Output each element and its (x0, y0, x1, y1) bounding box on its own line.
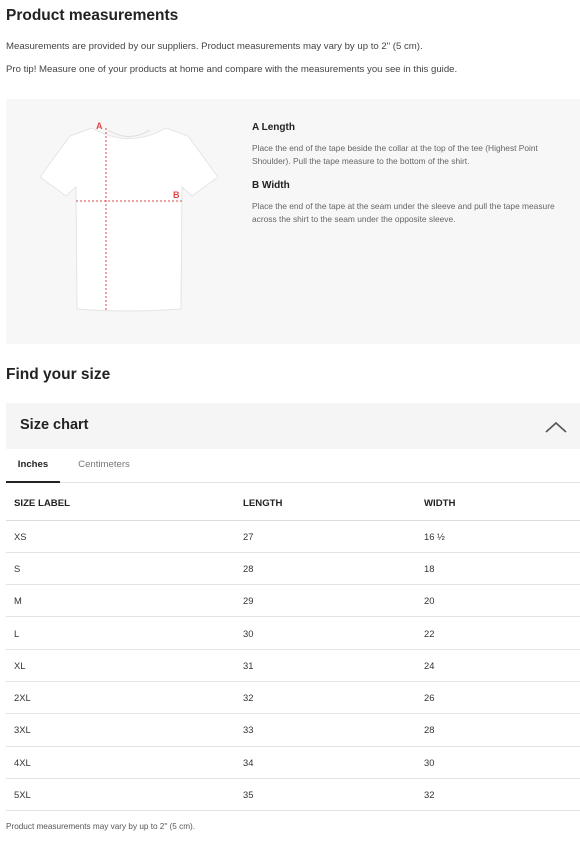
table-row (6, 714, 580, 746)
cell-size: 3XL (6, 714, 243, 746)
cell-length: 33 (243, 714, 424, 746)
cell-length: 27 (243, 520, 424, 552)
cell-size: XS (6, 520, 243, 552)
pro-tip-text: Pro tip! Measure one of your products at home and compare with the measurements you see in this guide. (6, 64, 458, 75)
cell-length: 34 (243, 746, 424, 778)
length-heading: A Length (252, 122, 295, 133)
cell-length: 29 (243, 585, 424, 617)
size-chart-toggle[interactable] (6, 403, 580, 449)
size-chart-title: Size chart (20, 417, 89, 433)
table-row (6, 552, 580, 584)
table-row (6, 585, 580, 617)
cell-width: 24 (424, 649, 580, 681)
unit-tabs (6, 452, 580, 483)
find-size-title: Find your size (6, 366, 111, 383)
length-description: Place the end of the tape beside the collar at the top of the tee (Highest Point Shoulder). Pull the tape measure to the bottom of the shirt. (252, 143, 538, 166)
measurement-guide-panel (6, 99, 580, 344)
cell-size: 4XL (6, 746, 243, 778)
column-header-width: WIDTH (424, 486, 580, 520)
cell-width: 20 (424, 585, 580, 617)
cell-size: XL (6, 649, 243, 681)
cell-size: 5XL (6, 778, 243, 810)
cell-size: L (6, 617, 243, 649)
intro-text: Measurements are provided by our suppliers. Product measurements may vary by up to 2" (5 cm). (6, 41, 423, 52)
table-row (6, 520, 580, 552)
table-row (6, 681, 580, 713)
size-table (6, 486, 580, 811)
cell-width: 16 ½ (424, 520, 580, 552)
table-row (6, 746, 580, 778)
label-b: B (173, 190, 180, 200)
width-heading: B Width (252, 180, 290, 191)
label-a: A (96, 121, 103, 131)
width-description: Place the end of the tape at the seam under the sleeve and pull the tape measure across the shirt to the seam under the opposite sleeve. (252, 201, 555, 224)
cell-width: 32 (424, 778, 580, 810)
table-row (6, 778, 580, 810)
cell-length: 28 (243, 552, 424, 584)
table-header-row (6, 486, 580, 520)
column-header-size-label: SIZE LABEL (6, 486, 243, 520)
cell-width: 22 (424, 617, 580, 649)
column-header-length: LENGTH (243, 486, 424, 520)
cell-length: 30 (243, 617, 424, 649)
cell-width: 26 (424, 681, 580, 713)
cell-size: 2XL (6, 681, 243, 713)
table-row (6, 649, 580, 681)
cell-length: 35 (243, 778, 424, 810)
page-title: Product measurements (6, 7, 179, 24)
cell-width: 28 (424, 714, 580, 746)
cell-width: 18 (424, 552, 580, 584)
measurement-instructions (252, 122, 557, 238)
cell-length: 32 (243, 681, 424, 713)
chevron-up-icon (544, 420, 568, 434)
tab-inches[interactable]: Inches (6, 452, 60, 483)
cell-size: M (6, 585, 243, 617)
cell-length: 31 (243, 649, 424, 681)
footnote: Product measurements may vary by up to 2" (5 cm). (6, 822, 196, 831)
tshirt-icon (36, 119, 222, 317)
cell-width: 30 (424, 746, 580, 778)
table-row (6, 617, 580, 649)
cell-size: S (6, 552, 243, 584)
tab-centimeters[interactable]: Centimeters (78, 459, 130, 470)
